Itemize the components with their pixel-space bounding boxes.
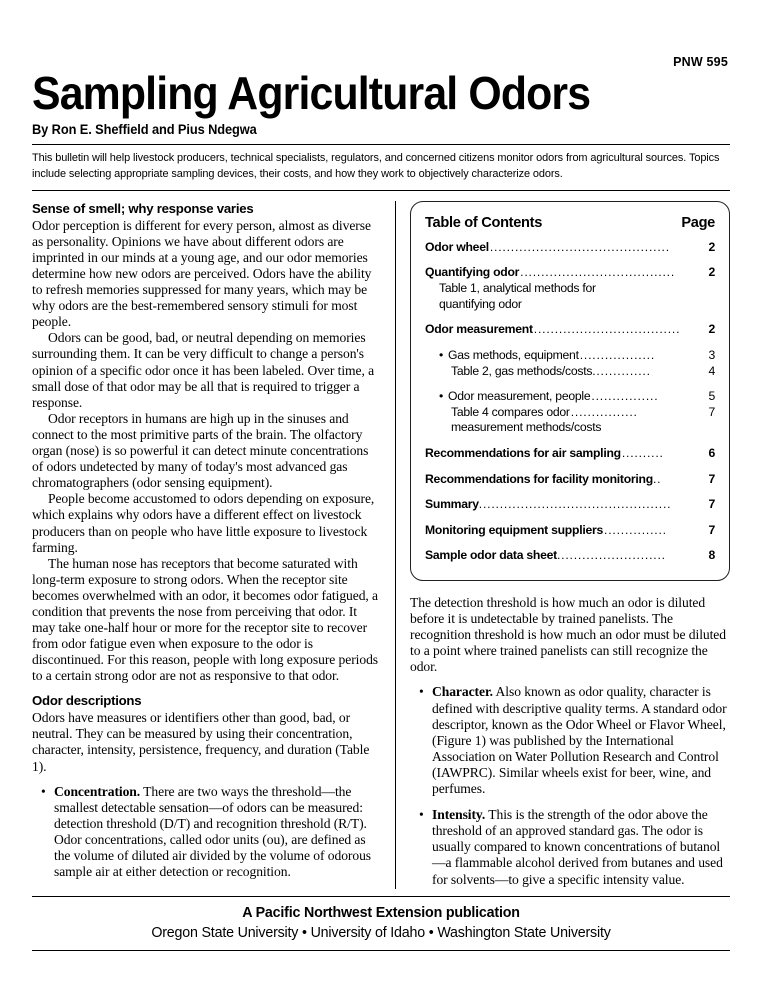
footer-divider-top [32,896,730,897]
toc-entry-label: Sample odor data sheet [425,548,557,563]
table-of-contents [410,201,730,581]
paragraph: The detection threshold is how much an odor is diluted before it is undetectable by trained panelists. The recognition threshold is how much an odor must be diluted to a point where trained panelists can still recognize the odor. [410,595,726,675]
toc-entry-odor-measurement-people[interactable] [425,389,715,405]
toc-leader-dots: .. [652,471,662,486]
paragraph: Odor receptors in humans are high up in the sinuses and connect to the most primitive parts of the brain. The olfactory organ (nose) is so powerful it can detect minute concentrations of odors undetected by many of today's most advanced gas chromatographers (odor sensing equipment). [32,410,369,491]
section-heading-odor-descriptions: Odor descriptions [32,693,142,709]
toc-leader-dots: ........................................... [489,239,670,254]
bullet-term: Intensity. [432,807,486,823]
bullet-text: Also known as odor quality, character is defined with descriptive quality terms. A standard odor descriptor, known as the Odor Wheel or Flavor Wheel, (Figure 1) was published by the International Association on Water Pollution Research and Control (IAWPRC). Similar wheels exist for beer, wine, and perfumes. [432,684,727,797]
toc-entry-recommendations-facility-monitoring[interactable] [425,472,715,488]
toc-entry-label: Table 4 compares odor [451,404,570,419]
toc-leader-dots: ................ [591,389,659,404]
left-column [32,201,395,880]
toc-entry-odor-wheel[interactable] [425,240,715,256]
content-columns [32,201,730,889]
toc-entry-page: 6 [708,445,715,460]
toc-leader-dots: ..................................... [520,265,676,280]
toc-entry-page: 7 [708,497,715,512]
toc-leader-dots: ............... [604,522,667,537]
toc-entry-list [425,240,715,564]
toc-entry-odor-measurement[interactable] [425,322,715,338]
bullet-icon: • [419,807,424,823]
toc-leader-dots: .................. [579,347,656,362]
toc-entry-label: Odor wheel [425,239,489,254]
footer-publication-line: A Pacific Northwest Extension publication [242,903,520,921]
paragraph: Odors can be good, bad, or neutral depending on memories surrounding them. It can be very difficult to change a person's opinion of a specific odor once it has been labeled. Over time, a small dose of that odor may be all that is required to trigger a response. [32,330,375,410]
toc-leader-dots: ................ [570,404,638,419]
toc-entry-quantifying-odor[interactable] [425,265,715,281]
toc-entry-page: 2 [708,239,715,254]
toc-leader-dots: .......... [621,445,664,460]
toc-entry-table4[interactable] [425,405,715,421]
toc-header [425,215,715,231]
bullet-term: Concentration. [54,783,141,799]
toc-entry-label: Odor measurement [425,322,533,337]
toc-entry-page: 8 [708,548,715,563]
abstract-text: This bulletin will help livestock producers, technical specialists, regulators, and concerned citizens monitor odors from agricultural sources. Topics include selecting appropriate sampling devices, their costs, and how they work to objectively characterize odors. [32,152,720,181]
paragraph: People become accustomed to odors depending on exposure, which explains why odors have a different effect on livestock producers than on people who have little exposure to livestock farming. [32,491,375,555]
list-item [32,784,381,881]
byline: By Ron E. Sheffield and Pius Ndegwa [32,122,257,138]
toc-entry-page: 2 [708,265,715,280]
toc-entry-page: 7 [708,471,715,486]
bullet-icon: • [419,684,424,700]
toc-leader-dots: .............. [592,363,651,378]
right-bullet-list [410,684,730,887]
paragraph: The human nose has receptors that become saturated with long-term exposure to strong odors. When the receptor site becomes overwhelmed with an odor, it becomes odor fatigued, a condition that prevents the nose from perceiving that odor. It may take one-half hour or more for the receptor site to recover from odor fatigue even when exposure to the odor is discontinued. For this reason, people with long exposure periods to a certain strong odor are not as responsive to that odor. [32,555,379,684]
toc-subentry-table4-line2: measurement methods/costs [451,420,602,435]
bullet-text: This is the strength of the odor above the threshold of an approved standard gas. The odor is usually compared to known concentrations of butanol—a flammable alcohol derived from butanes and used for solvents—to give a specific intensity value. [432,807,723,887]
toc-entry-table2[interactable] [425,364,715,380]
bullet-icon: • [41,783,46,799]
list-item [410,684,730,797]
page-title: Sampling Agricultural Odors [32,66,591,119]
masthead-divider [32,190,730,191]
toc-entry-page: 7 [708,522,715,537]
toc-entry-page: 4 [708,363,715,378]
toc-entry-summary[interactable] [425,497,715,513]
left-bullet-list [32,784,381,881]
list-item [410,807,730,887]
masthead [32,0,730,191]
toc-entry-page: 3 [708,347,715,362]
toc-entry-recommendations-air-sampling[interactable] [425,446,715,462]
section-heading-sense-of-smell: Sense of smell; why response varies [32,200,254,216]
toc-leader-dots: .............................................. [478,497,672,512]
bullet-text: There are two ways the threshold—the smallest detectable sensation—of odors can be measured: detection threshold (D/T) and recognition threshold (R/T). Odor concentrations, called odor units (ou), are defined as the volume of diluted air divided by the volume of odorous sample air at either detection or recognition. [54,783,372,880]
toc-entry-label: Table 2, gas methods/costs [451,363,593,378]
toc-entry-gas-methods[interactable] [425,348,715,364]
bullet-term: Character. [432,684,493,700]
bullet-icon: • [439,389,444,404]
toc-entry-label: Odor measurement, people [448,389,591,404]
footer-universities-line: Oregon State University • University of Idaho • Washington State University [151,923,611,941]
bullet-icon: • [439,347,444,362]
toc-entry-label: Monitoring equipment suppliers [425,522,604,537]
page-footer [32,896,730,952]
toc-entry-label: Recommendations for air sampling [425,445,621,460]
toc-entry-label: Gas methods, equipment [448,347,579,362]
toc-entry-sample-odor-data-sheet[interactable] [425,548,715,564]
toc-leader-dots: .......................... [556,548,666,563]
toc-entry-page: 5 [708,389,715,404]
footer-divider-bottom [32,950,730,951]
toc-title: Table of Contents [425,214,543,231]
right-column [396,201,730,888]
toc-page-label: Page [681,214,715,231]
toc-entry-label: Quantifying odor [425,265,520,280]
toc-leader-dots: ................................... [533,322,681,337]
toc-subentry-table1-line1: Table 1, analytical methods for [439,281,596,296]
toc-entry-monitoring-equipment-suppliers[interactable] [425,523,715,539]
toc-entry-label: Summary [425,497,479,512]
toc-entry-page: 2 [708,322,715,337]
publication-number: PNW 595 [673,55,728,69]
toc-entry-label: Recommendations for facility monitoring [425,471,653,486]
paragraph: Odor perception is different for every person, almost as diverse as personality. Opinions we have about different odors are imprinted in our minds at a young age, and our odor memories determine how new odors are perceived. Odors have the ability to refresh memories suppressed for many years, which may be why odors are the best-remembered sensory stimuli for most people. [32,217,372,330]
paragraph: Odors have measures or identifiers other than good, bad, or neutral. They can be measured by using their concentration, character, intensity, persistence, frequency, and duration (Table 1). [32,710,370,774]
toc-entry-page: 7 [708,404,715,419]
toc-subentry-table1-line2: quantifying odor [439,296,522,311]
